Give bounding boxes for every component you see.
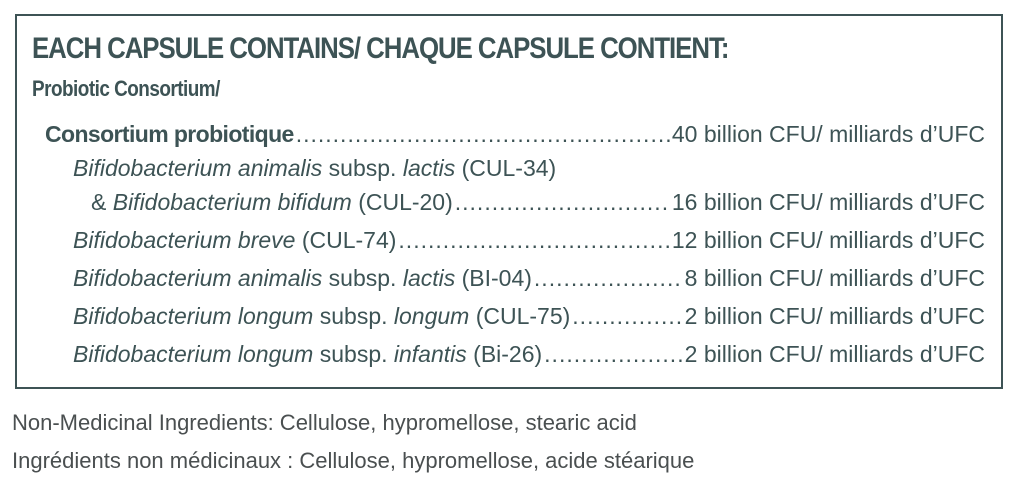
species-name: Bifidobacterium animalis — [73, 265, 323, 291]
ingredient-row-strain-5 — [17, 337, 985, 371]
ingredient-amount: 2 billion CFU/ milliards d’UFC — [684, 341, 985, 367]
ingredient-row-consortium — [17, 117, 985, 151]
strain-code: (CUL-75) — [475, 303, 571, 329]
strain-code: (CUL-74) — [301, 227, 397, 253]
subsp-label: subsp. — [328, 155, 397, 181]
panel-heading: EACH CAPSULE CONTAINS/ CHAQUE CAPSULE CONTIENT: — [32, 32, 729, 65]
ingredient-name — [73, 261, 532, 295]
subsp-label: subsp. — [319, 303, 388, 329]
species-name: Bifidobacterium longum — [73, 303, 314, 329]
ingredient-name — [91, 185, 453, 219]
ingredient-amount: 40 billion CFU/ milliards d’UFC — [671, 121, 985, 147]
probiotic-consortium-heading: Probiotic Consortium/ — [32, 76, 220, 101]
species-name: Bifidobacterium animalis — [73, 155, 323, 181]
non-medicinal-ingredients-fr: Ingrédients non médicinaux : Cellulose, hypromellose, acide stéarique — [12, 448, 695, 473]
dot-leader — [296, 117, 670, 151]
strain-code: (CUL-20) — [358, 189, 453, 215]
ingredient-amount: 12 billion CFU/ milliards d’UFC — [671, 227, 985, 253]
subspecies-name: lactis — [402, 155, 456, 181]
strain-code: (CUL-34) — [461, 155, 557, 181]
ingredient-row-strain-2 — [17, 223, 985, 257]
ingredient-name — [73, 337, 542, 371]
ingredient-name — [73, 151, 556, 185]
species-name: Bifidobacterium bifidum — [112, 189, 352, 215]
ingredient-row-strain-1-line-2 — [17, 185, 985, 219]
ingredient-amount: 8 billion CFU/ milliards d’UFC — [684, 265, 985, 291]
subspecies-name: lactis — [402, 265, 456, 291]
subsp-label: subsp. — [328, 265, 397, 291]
subspecies-name: longum — [393, 303, 470, 329]
dot-leader — [398, 223, 669, 257]
ingredient-row-strain-1-line-1 — [17, 151, 985, 185]
ingredient-row-strain-3 — [17, 261, 985, 295]
species-name: Bifidobacterium breve — [73, 227, 296, 253]
ingredient-row-strain-4 — [17, 299, 985, 333]
subspecies-name: infantis — [393, 341, 467, 367]
strain-code: (BI-04) — [461, 265, 532, 291]
ingredient-amount: 2 billion CFU/ milliards d’UFC — [684, 303, 985, 329]
ingredient-name — [73, 299, 570, 333]
ingredient-name: Consortium probiotique — [45, 121, 294, 147]
species-name: Bifidobacterium longum — [73, 341, 314, 367]
non-medicinal-ingredients-en: Non-Medicinal Ingredients: Cellulose, hypromellose, stearic acid — [12, 410, 637, 435]
dot-leader — [572, 299, 682, 333]
ingredient-name — [73, 223, 396, 257]
dot-leader — [455, 185, 670, 219]
ingredient-amount: 16 billion CFU/ milliards d’UFC — [671, 189, 985, 215]
subsp-label: subsp. — [319, 341, 388, 367]
dot-leader — [544, 337, 682, 371]
supplement-facts-panel — [15, 14, 1003, 389]
ampersand: & — [91, 189, 107, 215]
strain-code: (Bi-26) — [473, 341, 543, 367]
dot-leader — [534, 261, 683, 295]
